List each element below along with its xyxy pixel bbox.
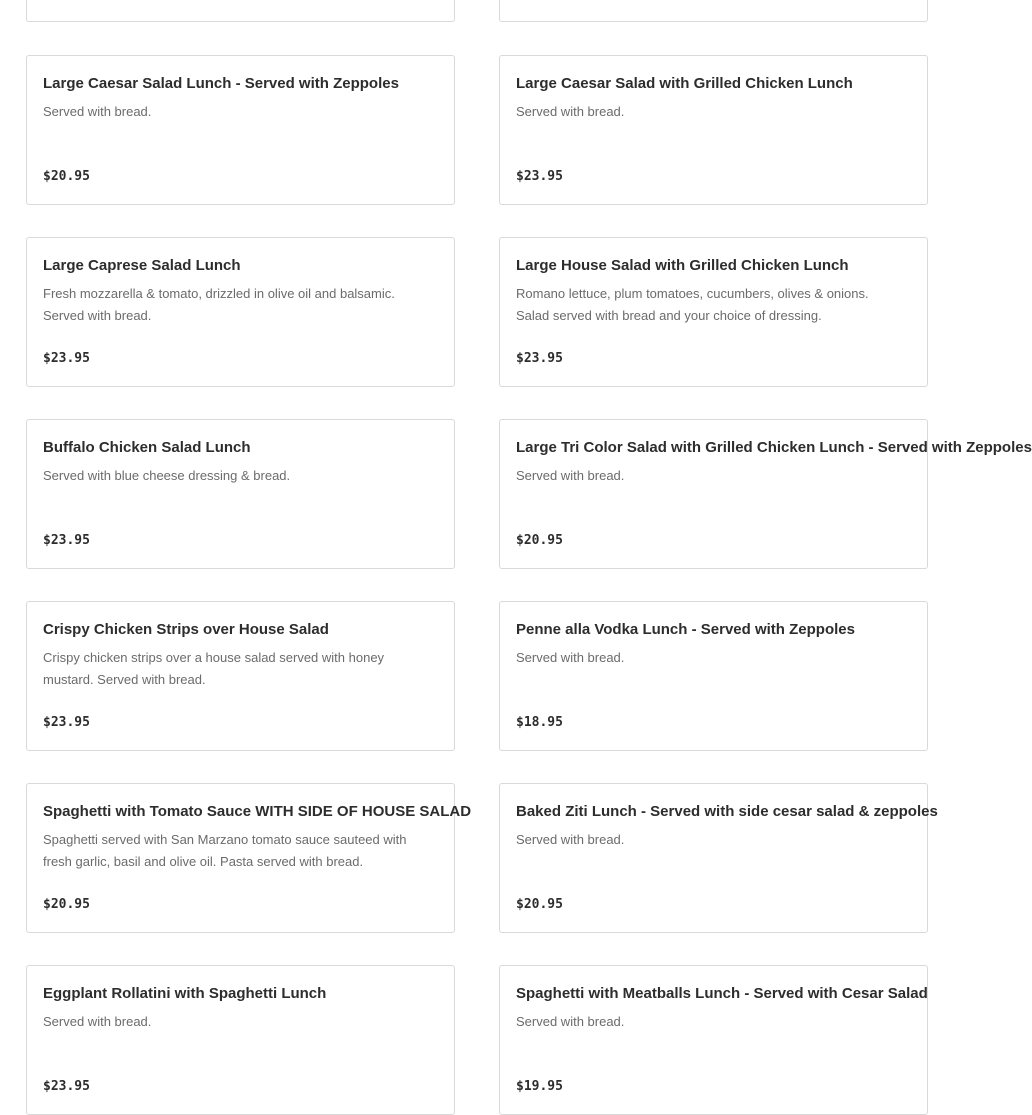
menu-item-card[interactable] [499,419,1032,569]
menu-item-price: $23.95 [43,351,90,366]
menu-item-title: Penne alla Vodka Lunch - Served with Zeppoles [516,621,855,638]
menu-item-price: $23.95 [43,715,90,730]
menu-item-price: $20.95 [516,533,563,548]
menu-item-price: $20.95 [43,897,90,912]
menu-item-price: $20.95 [43,169,90,184]
menu-item-title: Crispy Chicken Strips over House Salad [43,621,329,638]
menu-item-title: Baked Ziti Lunch - Served with side cesar salad & zeppoles [516,803,938,820]
menu-item-card[interactable] [499,237,928,387]
menu-item-description: Served with blue cheese dressing & bread. [43,468,291,483]
menu-item-title: Eggplant Rollatini with Spaghetti Lunch [43,985,327,1002]
menu-item-price: $23.95 [516,351,563,366]
menu-item-card[interactable] [26,237,455,387]
menu-item-card[interactable] [499,783,938,933]
menu-item-price: $23.95 [516,169,563,184]
menu-item-title: Spaghetti with Tomato Sauce WITH SIDE OF HOUSE SALAD [43,803,472,820]
menu-item-description: Spaghetti served with San Marzano tomato sauce sauteed with fresh garlic, basil and olive oil. Pasta served with bread. [43,832,407,869]
menu-item-title: Large Caprese Salad Lunch [43,257,241,274]
menu-item-price: $23.95 [43,533,90,548]
menu-item-price: $20.95 [516,897,563,912]
menu-item-title: Large House Salad with Grilled Chicken Lunch [516,257,849,274]
menu-item-price: $19.95 [516,1079,563,1094]
menu-item-description: Served with bread. [516,104,625,119]
menu-item-card[interactable] [26,601,455,751]
menu-item-card-partial[interactable] [26,0,455,22]
menu-item-title: Spaghetti with Meatballs Lunch - Served with Cesar Salad [516,985,928,1002]
menu-item-title: Buffalo Chicken Salad Lunch [43,439,251,456]
menu-item-card[interactable] [26,55,455,205]
menu-item-price: $18.95 [516,715,563,730]
menu-item-description: Served with bread. [516,650,625,665]
menu-item-description: Served with bread. [43,1014,152,1029]
menu-item-card[interactable] [26,965,455,1115]
menu-item-card-partial[interactable] [499,0,928,22]
menu-item-description: Served with bread. [516,832,625,847]
menu-item-title: Large Caesar Salad Lunch - Served with Zeppoles [43,75,399,92]
menu-item-card[interactable] [499,965,928,1115]
menu-item-card[interactable] [26,783,472,933]
menu-item-description: Romano lettuce, plum tomatoes, cucumbers, olives & onions. Salad served with bread and your choice of dressing. [516,286,869,323]
menu-item-price: $23.95 [43,1079,90,1094]
menu-item-card[interactable] [499,601,928,751]
menu-item-description: Fresh mozzarella & tomato, drizzled in olive oil and balsamic. Served with bread. [43,286,395,323]
menu-item-description: Served with bread. [43,104,152,119]
menu-item-card[interactable] [26,419,455,569]
menu-item-description: Served with bread. [516,468,625,483]
menu-item-title: Large Caesar Salad with Grilled Chicken Lunch [516,75,853,92]
menu-item-title: Large Tri Color Salad with Grilled Chicken Lunch - Served with Zeppoles [516,439,1032,456]
menu-item-description: Served with bread. [516,1014,625,1029]
menu-item-card[interactable] [499,55,928,205]
menu-item-description: Crispy chicken strips over a house salad served with honey mustard. Served with bread. [43,650,385,687]
